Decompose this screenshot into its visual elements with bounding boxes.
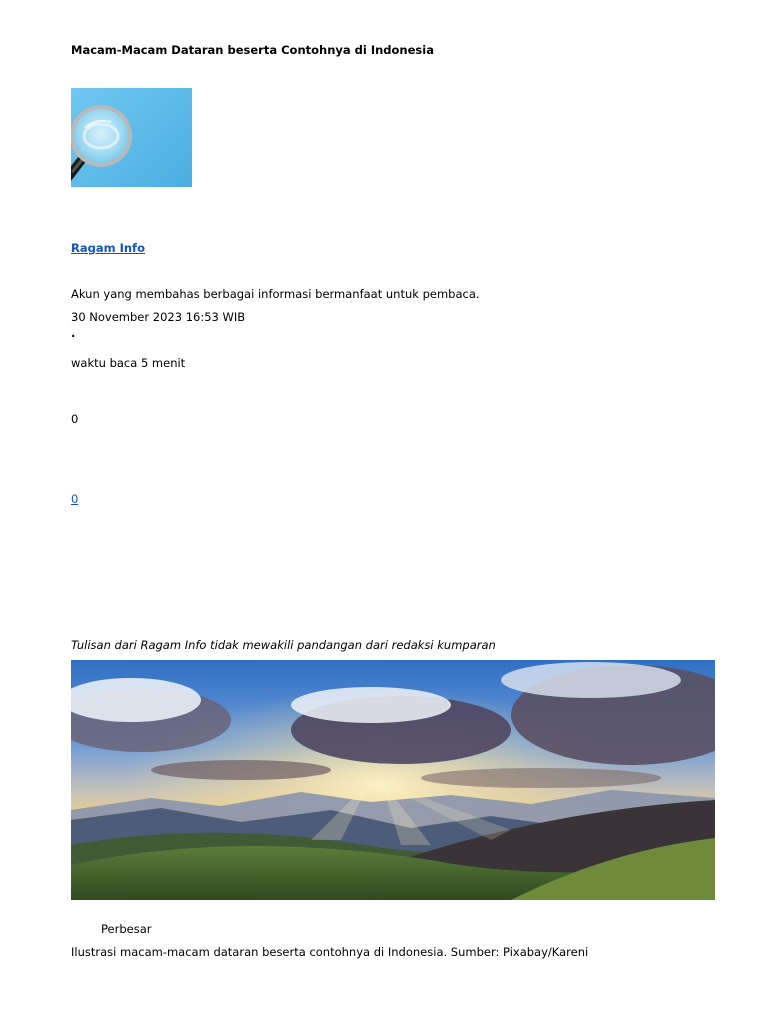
mountain-landscape-photo — [71, 660, 715, 900]
disclaimer: Tulisan dari Ragam Info tidak mewakili pandangan dari redaksi kumparan — [71, 638, 496, 652]
author-bio: Akun yang membahas berbagai informasi bermanfaat untuk pembaca. — [71, 287, 480, 301]
read-time: waktu baca 5 menit — [71, 356, 186, 370]
magnifying-glass-icon — [71, 88, 192, 187]
author-name-link[interactable]: Ragam Info — [71, 241, 145, 255]
author-avatar[interactable] — [71, 88, 192, 187]
meta-separator: · — [71, 329, 76, 343]
comment-count-link[interactable]: 0 — [71, 492, 79, 506]
image-caption: Ilustrasi macam-macam dataran beserta contohnya di Indonesia. Sumber: Pixabay/Kareni — [71, 945, 589, 959]
publish-date: 30 November 2023 16:53 WIB — [71, 310, 246, 324]
like-count: 0 — [71, 412, 79, 426]
enlarge-button[interactable]: Perbesar — [101, 922, 152, 936]
article-title: Macam-Macam Dataran beserta Contohnya di Indonesia — [71, 43, 434, 57]
hero-image[interactable] — [71, 660, 715, 900]
